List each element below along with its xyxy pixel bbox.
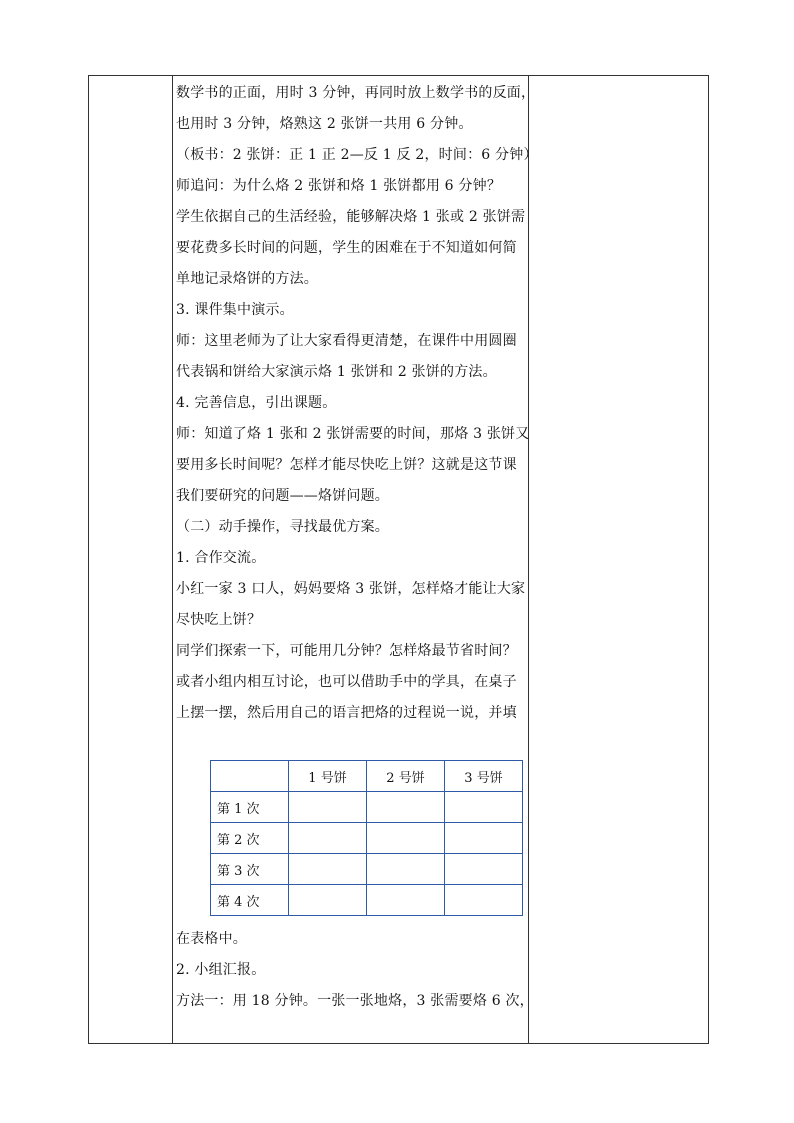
row-label-cell: 第 2 次: [211, 823, 289, 854]
row-label-cell: 第 1 次: [211, 792, 289, 823]
column-divider-left: [172, 76, 173, 1043]
table-row: [211, 854, 523, 885]
table-header-cell: [211, 761, 289, 792]
section-heading: 1. 合作交流。: [176, 550, 266, 566]
table-cell: [367, 823, 445, 854]
table-header-cell: 1 号饼: [289, 761, 367, 792]
table-cell: [289, 854, 367, 885]
text-line: 我们要研究的问题——烙饼问题。: [176, 488, 389, 504]
text-line: 要花费多长时间的问题，学生的困难在于不知道如何简: [176, 240, 517, 256]
text-line: 单地记录烙饼的方法。: [176, 271, 318, 287]
text-line: 小红一家 3 口人，妈妈要烙 3 张饼，怎样烙才能让大家: [176, 581, 526, 597]
row-label-cell: 第 4 次: [211, 885, 289, 916]
row-label-cell: 第 3 次: [211, 854, 289, 885]
text-line: 师：知道了烙 1 张和 2 张饼需要的时间，那烙 3 张饼又: [176, 426, 530, 442]
table-header-row: [211, 761, 523, 792]
table-row: [211, 792, 523, 823]
post-table-text: [176, 924, 534, 1017]
table-header-cell: 2 号饼: [367, 761, 445, 792]
text-line: 上摆一摆，然后用自己的语言把烙的过程说一说，并填: [176, 705, 517, 721]
text-line: 数学书的正面，用时 3 分钟，再同时放上数学书的反面，: [176, 85, 536, 101]
section-heading: 4. 完善信息，引出课题。: [176, 395, 337, 411]
column-divider-right: [528, 76, 529, 1043]
text-line: 同学们探索一下，可能用几分钟？怎样烙最节省时间？: [176, 643, 517, 659]
text-line: 代表锅和饼给大家演示烙 1 张饼和 2 张饼的方法。: [176, 364, 497, 380]
table-row: [211, 823, 523, 854]
section-heading: 3. 课件集中演示。: [176, 302, 294, 318]
text-line: 或者小组内相互讨论，也可以借助手中的学具，在桌子: [176, 674, 517, 690]
text-line: 在表格中。: [176, 931, 247, 947]
table-cell: [289, 885, 367, 916]
text-line: 学生依据自己的生活经验，能够解决烙 1 张或 2 张饼需: [176, 209, 526, 225]
table-cell: [367, 885, 445, 916]
pancake-schedule-table: [210, 760, 523, 916]
text-line: （板书：2 张饼：正 1 正 2—反 1 反 2，时间：6 分钟）: [176, 147, 538, 163]
text-line: 也用时 3 分钟，烙熟这 2 张饼一共用 6 分钟。: [176, 116, 473, 132]
table-cell: [289, 792, 367, 823]
table-cell: [445, 885, 523, 916]
text-line: 师：这里老师为了让大家看得更清楚，在课件中用圆圈: [176, 333, 517, 349]
section-heading: 2. 小组汇报。: [176, 962, 266, 978]
section-heading: （二）动手操作，寻找最优方案。: [176, 519, 389, 535]
table-cell: [367, 854, 445, 885]
table-cell: [445, 854, 523, 885]
table-cell: [289, 823, 367, 854]
text-line: 方法一：用 18 分钟。一张一张地烙，3 张需要烙 6 次，: [176, 993, 534, 1009]
table-cell: [445, 823, 523, 854]
text-line: 尽快吃上饼？: [176, 612, 262, 628]
table-header-cell: 3 号饼: [445, 761, 523, 792]
table-row: [211, 885, 523, 916]
text-line: 要用多长时间呢？怎样才能尽快吃上饼？这就是这节课: [176, 457, 517, 473]
table-cell: [367, 792, 445, 823]
table-cell: [445, 792, 523, 823]
text-line: 师追问：为什么烙 2 张饼和烙 1 张饼都用 6 分钟？: [176, 178, 502, 194]
main-text-column: [176, 78, 538, 729]
